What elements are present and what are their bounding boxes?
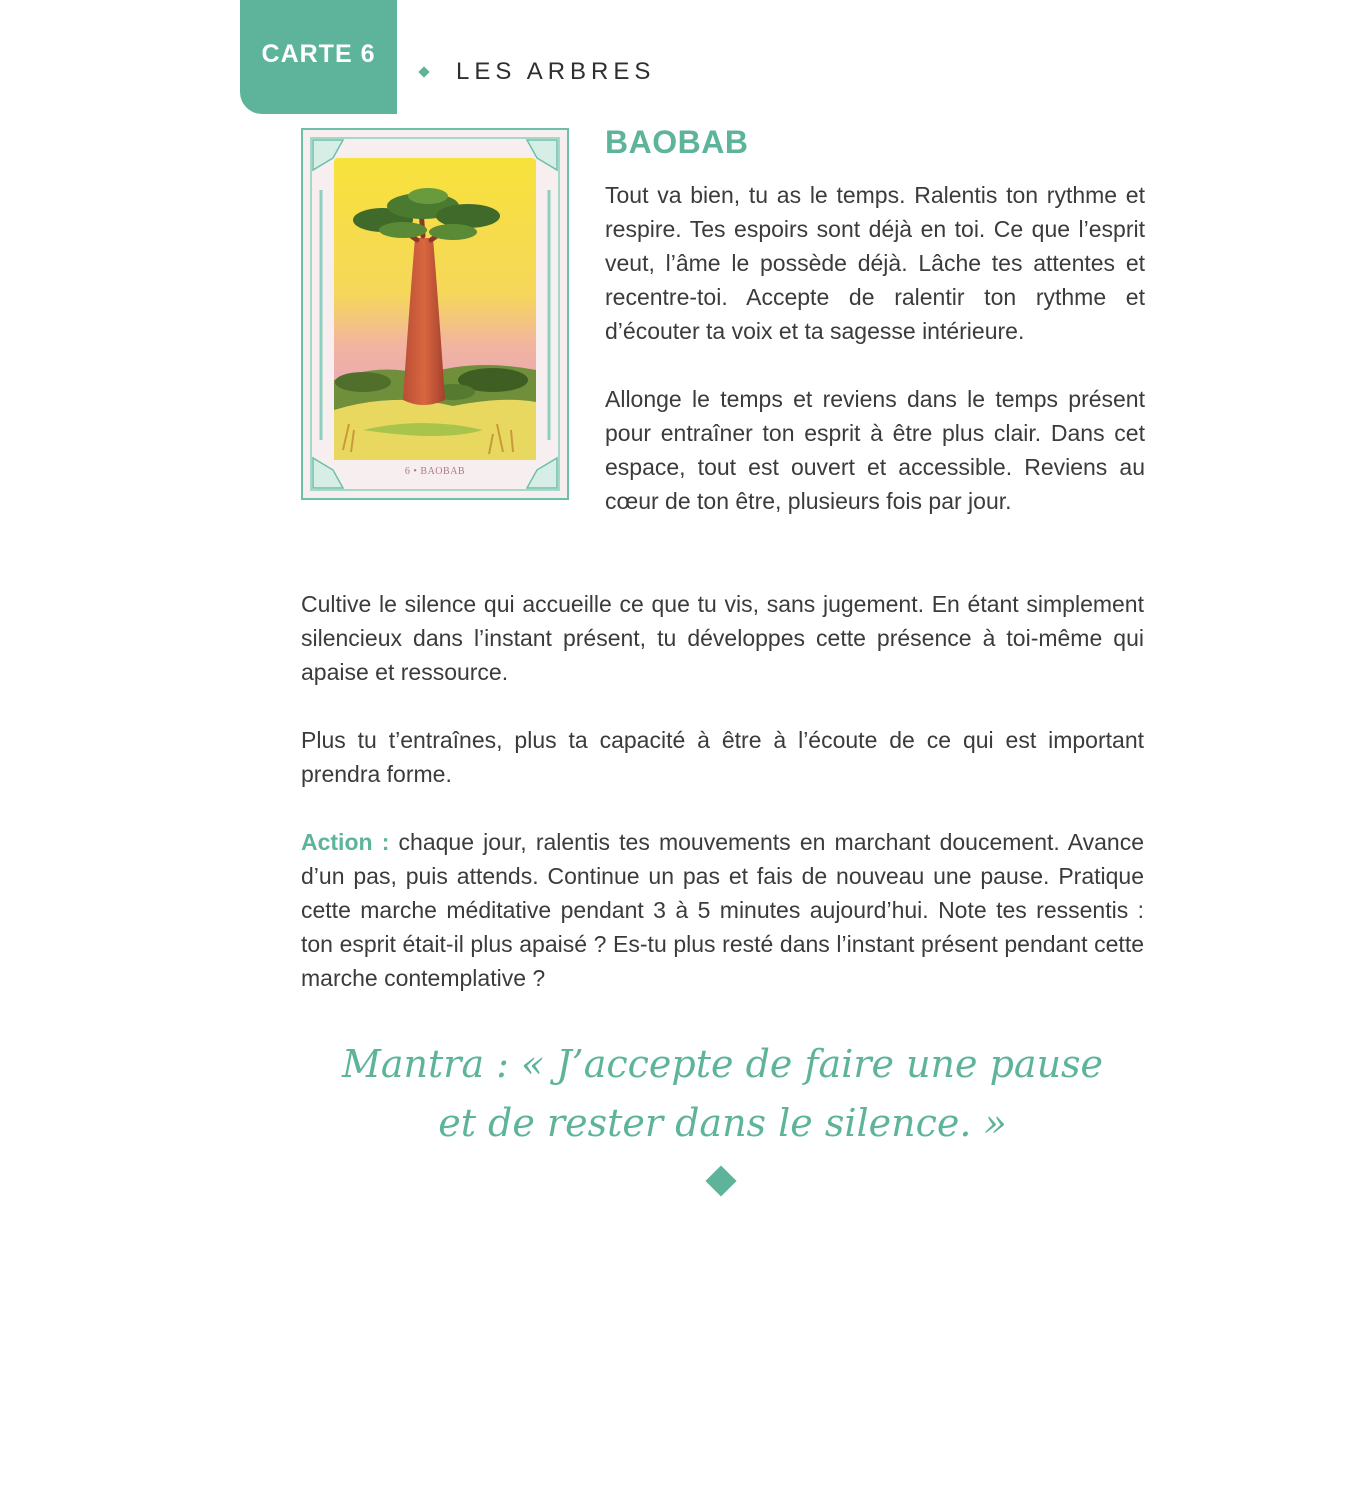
action-text: chaque jour, ralentis tes mouvements en marchant doucement. Avance d’un pas, puis attends. Continue un pas et fais de nouveau une pause. Pratique cette marche méditative pendant 3 à 5 minutes aujourd’hui. Note tes ressentis : ton esprit était-il plus apaisé ? Es-tu plus resté dans l’instant présent pendant cette marche contemplative ?: [301, 829, 1144, 991]
baobab-illustration: [303, 130, 567, 498]
card-title: BAOBAB: [605, 124, 749, 160]
mantra-line-2: et de rester dans le silence. »: [438, 1101, 1007, 1145]
action-paragraph: [301, 825, 1144, 995]
oracle-card-image: [301, 128, 569, 500]
card-number-tab: [240, 0, 397, 114]
end-diamond-icon: [705, 1165, 736, 1196]
mantra-line-1: Mantra : « J’accepte de faire une pause: [341, 1042, 1104, 1086]
action-label: Action :: [301, 829, 390, 855]
paragraph-4: Plus tu t’entraînes, plus ta capacité à être à l’écoute de ce qui est important prendra forme.: [301, 727, 1144, 787]
card-caption: 6 • BAOBAB: [404, 466, 466, 477]
paragraph-1: Tout va bien, tu as le temps. Ralentis ton rythme et respire. Tes espoirs sont déjà en toi. Ce que l’esprit veut, l’âme le possède déjà. Lâche tes attentes et recentre-toi. Accepte de ralentir ton rythme et d’écouter ta voix et ta sagesse intérieure.: [605, 182, 1145, 344]
paragraph-3: Cultive le silence qui accueille ce que tu vis, sans jugement. En étant simplement silencieux dans l’instant présent, tu développes cette présence à toi-même qui apaise et ressource.: [301, 591, 1144, 685]
section-title: LES ARBRES: [456, 58, 656, 85]
card-number-label: CARTE 6: [261, 39, 376, 68]
section-bullet-icon: [418, 66, 429, 77]
paragraph-2: Allonge le temps et reviens dans le temps présent pour entraîner ton esprit à être plus clair. Dans cet espace, tout est ouvert et accessible. Reviens au cœur de ton être, plusieurs fois par jour.: [605, 386, 1145, 514]
